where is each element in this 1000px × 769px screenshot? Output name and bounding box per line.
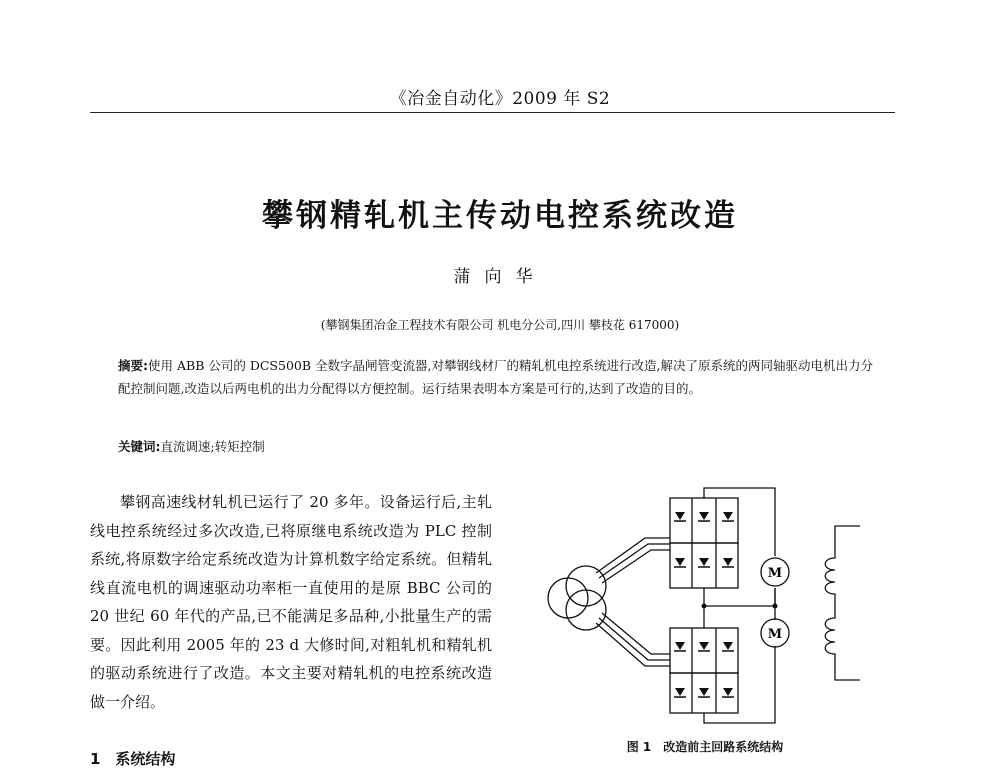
transformer-winding-1 [548, 578, 588, 618]
thyristor [698, 558, 710, 567]
junction-dot [773, 604, 778, 609]
thyristor [722, 688, 734, 697]
thyristor [698, 512, 710, 521]
author-name: 蒲向华 [453, 267, 547, 287]
thyristor [722, 642, 734, 651]
abstract-label: 摘要: [118, 358, 149, 373]
paper-title: 攀钢精轧机主传动电控系统改造 [262, 198, 738, 234]
abstract [118, 354, 873, 400]
thyristor [722, 558, 734, 567]
thyristor [674, 688, 686, 697]
abstract-text: 使用 ABB 公司的 DCS500B 全数字晶闸管变流器,对攀钢线材厂的精轧机电控系统进行改造,解决了原系统的两同轴驱动电机出力分配控制问题,改造以后两电机的出力分配得以方便控制。运行结果表明本方案是可行的,达到了改造的目的。 [118, 358, 874, 396]
feed-lines-upper [596, 538, 670, 583]
motor-1-label: M [767, 566, 783, 581]
thyristor [698, 688, 710, 697]
thyristor [698, 642, 710, 651]
author-affiliation: (攀钢集团冶金工程技术有限公司 机电分公司,四川 攀枝花 617000) [320, 318, 680, 332]
dc-bus-mid [704, 588, 775, 606]
motor-2-label: M [767, 627, 783, 642]
thyristor [674, 642, 686, 651]
dc-bus-bottom [704, 646, 775, 723]
thyristor [674, 558, 686, 567]
keywords [118, 437, 873, 455]
transformer-winding-3 [566, 590, 606, 630]
main-circuit-diagram [530, 478, 870, 728]
thyristor [722, 512, 734, 521]
body-paragraph: 攀钢高速线材轧机已运行了 20 多年。设备运行后,主轧线电控系统经过多次改造,已将原继电系统改造为 PLC 控制系统,将原数字给定系统改造为计算机数字给定系统。但精轧线直流电机的调速驱动功率柜一直使用的是原 BBC 公司的 20 世纪 60 年代的产品,已不能满足多品种,小批量生产的需要。因此利用 2005 年的 23 d 大修时间,对粗轧机和精轧机的驱动系统进行了改造。本文主要对精轧机的电控系统改造做一介绍。 [90, 493, 492, 711]
feed-lines-lower [596, 613, 670, 666]
section-heading: 1 系统结构 [90, 750, 176, 768]
junction-dot [702, 604, 707, 609]
transformer-winding-2 [566, 566, 606, 606]
header-rule [90, 112, 895, 113]
figure-caption: 图 1 改造前主回路系统结构 [626, 740, 784, 754]
keywords-text: 直流调速;转矩控制 [160, 439, 265, 454]
thyristor [674, 512, 686, 521]
field-winding [825, 526, 860, 680]
keywords-label: 关键词: [118, 439, 161, 454]
journal-header: 《冶金自动化》2009 年 S2 [389, 89, 611, 109]
